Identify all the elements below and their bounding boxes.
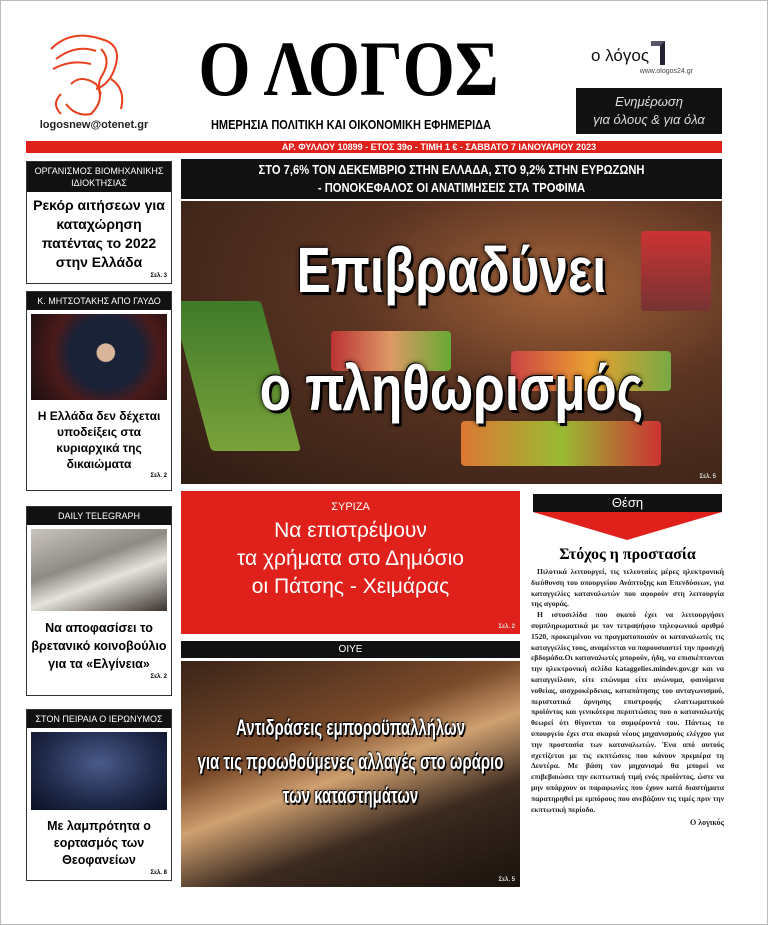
editorial-paragraph: Η ιστοσελίδα που σκοπό έχει να λειτουργήσει συμπληρωματικά με τον τετραψήφιο τηλεφωνικό αριθμό 1520, προκειμένου να πραγματοποιούν οι καταναλωτές τις καταγγελίες τους, αναμένεται να παρουσιαστεί την προσεχή εβδομάδα.Οι καταναλωτές μπορούν, ήδη, να επισκέπτονται την ηλεκτρονική σελίδα kataggelies.mindev.gov.gr και να καταγγείλουν, είτε επώνυμα είτε ανώνυμα, φαινόμενα νοθείας, αισχροκέρδειας, καταπάτησης του ανταγωνισμού, περιστατικά άρνησης επιστροφής ελαττωματικού προϊόντος και γενικότερα περιπτώσεις που ο καταναλωτής θεωρεί ότι θίγονται τα συμφέροντά του. Πάντως το υπουργείο έχει στα σκαριά νέους μηχανισμούς ελέγχου για την προστασία των καταναλωτών. Ένα από αυτούς σχετίζεται με τις εκπτώσεις που κάνουν πρεμιέρα τη Δευτέρα. Με βάση τον μηχανισμό θα μπορεί να επιβεβαιώσει την εκπτωτική τιμή ενός προϊόντος, ώστε να μην υπάρχουν οι παραφωνίες που έχουν κατά διαστήματα παρατηρηθεί με εμπόρους που ανεβάζουν τις τιμές πριν την εκπτωτική περίοδο. [531,610,724,814]
lead-headline-line: ο πληθωρισμός [259,352,644,424]
red-triangle-decoration [533,512,722,540]
page-ref: Σελ. 5 [699,474,716,480]
slogan-line: για όλους & για όλα [593,112,705,127]
page-ref: Σελ. 2 [150,473,167,479]
story-headline-line: τα χρήματα στο Δημόσιο [237,547,464,570]
lead-story-supermarket-photo[interactable] [181,201,722,484]
story-kicker: DAILY TELEGRAPH [27,507,171,525]
site-url[interactable]: www.ologos24.gr [639,68,693,75]
story-headline: Να αποφασίσει το βρετανικό κοινοβούλιο για τα «Ελγίνεια» [31,621,167,671]
oiye-shopping-street-photo[interactable] [181,661,520,887]
contact-email[interactable]: logosnew@otenet.gr [39,119,149,131]
story-kicker: ΣΤΟΝ ΠΕΙΡΑΙΑ Ο ΙΕΡΩΝΥΜΟΣ [27,710,171,728]
slogan-line: Ενημέρωση [615,94,683,109]
page-ref: Σελ. 8 [150,870,167,876]
story-headline-line: για τις προωθούμενες αλλαγές στο ωράριο [197,749,504,774]
editorial-body [531,567,724,829]
page-ref: Σελ. 5 [498,877,515,883]
story-headline: Με λαμπρότητα ο εορτασμός των Θεοφανείων [47,819,151,867]
newspaper-subtitle: ΗΜΕΡΗΣΙΑ ΠΟΛΙΤΙΚΗ ΚΑΙ ΟΙΚΟΝΟΜΙΚΗ ΕΦΗΜΕΡΙΔΑ [210,118,492,132]
sidebar-story[interactable] [26,161,172,284]
story-headline-line: οι Πάτσης - Χειμάρας [251,575,450,598]
story-kicker: ΣΥΡΙΖΑ [331,501,370,513]
story-kicker: Κ. ΜΗΤΣΟΤΑΚΗΣ ΑΠΟ ΓΑΥΔΟ [27,292,171,310]
newspaper-logo-figures [41,29,141,119]
story-headline: Η Ελλάδα δεν δέχεται υποδείξεις στα κυριαρχικά της δικαιώματα [37,409,161,471]
page-ref: Σελ. 3 [150,273,167,279]
lead-kicker-line: ΣΤΟ 7,6% ΤΟΝ ΔΕΚΕΜΒΡΙΟ ΣΤΗΝ ΕΛΛΑΔΑ, ΣΤΟ 9,2% ΣΤΗΝ ΕΥΡΩΖΩΝΗ [258,162,645,177]
site-logo-text: ο λόγος [591,46,650,65]
editorial-title: Στόχος η προστασία [559,546,696,563]
sidebar-story[interactable] [26,506,172,696]
slogan-box [576,88,722,134]
lead-kicker-line: - ΠΟΝΟΚΕΦΑΛΟΣ ΟΙ ΑΝΑΤΙΜΗΣΕΙΣ ΣΤΑ ΤΡΟΦΙΜΑ [317,180,586,195]
story-headline-line: Αντιδράσεις εμποροϋπαλλήλων [236,715,465,740]
thesi-label: Θέση [533,494,722,512]
ologos24-logo[interactable] [591,41,721,75]
lead-headline-line: Επιβραδύνει [296,234,607,306]
editorial-paragraph: Πιλοτικά λειτουργεί, τις τελευταίες μέρες ηλεκτρονική διεύθυνση του υπουργείου Ανάπτυξης και Επενδύσεων, για καταγγελίες καταναλωτών που αφορούν στη λειτουργία της αγοράς. [531,567,724,609]
story-headline: Ρεκόρ αιτήσεων για καταχώρηση πατέντας το 2022 στην Ελλάδα [33,197,165,270]
oiye-kicker: ΟΙΥΕ [181,641,520,658]
issue-info-bar: ΑΡ. ΦΥΛΛΟΥ 10899 - ΕΤΟΣ 39ο - ΤΙΜΗ 1 € - ΣΑΒΒΑΤΟ 7 ΙΑΝΟΥΑΡΙΟΥ 2023 [26,141,722,153]
syriza-story[interactable] [181,491,520,634]
lead-kicker [181,159,722,199]
oiye-headline [188,711,514,813]
story-headline-line: Να επιστρέψουν [274,519,427,542]
newspaper-title: Ο ΛΟΓΟΣ [198,25,499,112]
logo-24-mark-icon [651,41,665,65]
sidebar-story[interactable] [26,291,172,491]
parthenon-marbles-photo [31,529,167,611]
page-ref: Σελ. 2 [498,624,515,630]
page-ref: Σελ. 2 [150,674,167,680]
epiphany-sea-photo [31,732,167,810]
story-kicker: ΟΡΓΑΝΙΣΜΟΣ ΒΙΟΜΗΧΑΝΙΚΗΣ ΙΔΙΟΚΤΗΣΙΑΣ [27,162,171,192]
story-headline-line: των καταστημάτων [282,783,419,808]
sidebar-story[interactable] [26,709,172,881]
mitsotakis-photo [31,314,167,400]
editorial-signature: Ο λογικός [690,818,724,828]
